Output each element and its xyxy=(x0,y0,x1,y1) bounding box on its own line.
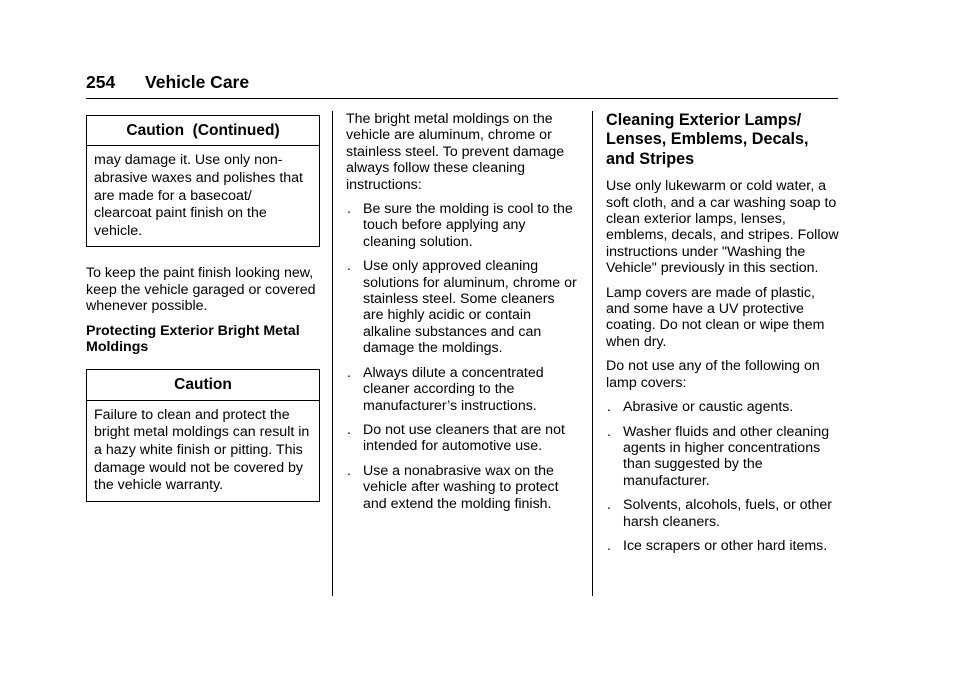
list-item: . Do not use cleaners that are not intended for automotive use. xyxy=(347,421,565,455)
bullet-glyph: . xyxy=(607,497,611,514)
caution-continued-body: may damage it. Use only non-abrasive waxes and polishes that are made for a basecoat/ clearcoat paint finish on the vehicle. xyxy=(94,152,303,239)
list-item: . Always dilute a concentrated cleaner according to the manufacturer’s instructions. xyxy=(347,364,544,414)
lamp-covers-bullet-list xyxy=(606,399,840,554)
caution-continued-box xyxy=(86,115,320,247)
list-item: . Use a nonabrasive wax on the vehicle after washing to protect and extend the molding finish. xyxy=(347,462,559,512)
caution-title: Caution xyxy=(174,376,232,394)
caution-body: Failure to clean and protect the bright metal moldings can result in a hazy white finish or pitting. This damage would not be covered by the vehicle warranty. xyxy=(94,406,310,494)
moldings-bullet-list xyxy=(346,201,578,512)
list-item: . Abrasive or caustic agents. xyxy=(607,399,794,416)
column-divider-1 xyxy=(332,111,333,596)
list-item: . Ice scrapers or other hard items. xyxy=(607,537,828,554)
column-divider-2 xyxy=(592,111,593,596)
header-line xyxy=(86,72,249,93)
bullet-glyph: . xyxy=(347,258,351,275)
bullet-glyph: . xyxy=(607,399,611,416)
column-2 xyxy=(346,111,578,520)
header-rule xyxy=(86,98,838,99)
list-item: . Solvents, alcohols, fuels, or other harsh cleaners. xyxy=(607,497,832,530)
bullet-glyph: . xyxy=(347,201,351,218)
column-1 xyxy=(86,115,320,502)
list-item: . Be sure the molding is cool to the touch before applying any cleaning solution. xyxy=(347,201,573,250)
cleaning-lamps-heading: Cleaning Exterior Lamps/ Lenses, Emblems, Decals, and Stripes xyxy=(606,111,809,168)
lamps-paragraph-2: Lamp covers are made of plastic, and some have a UV protective coating. Do not clean or wipe them when dry. xyxy=(606,284,825,350)
lamps-paragraph-1: Use only lukewarm or cold water, a soft cloth, and a car washing soap to clean exterior lamps, lenses, emblems, decals, and stripes. Follow instructions under "Washing the Vehicle" previously in this section. xyxy=(606,178,839,277)
moldings-intro-paragraph: The bright metal moldings on the vehicle are aluminum, chrome or stainless steel. To prevent damage always follow these cleaning instructions: xyxy=(346,111,565,193)
column-3 xyxy=(606,111,840,562)
paint-finish-paragraph: To keep the paint finish looking new, keep the vehicle garaged or covered whenever possible. xyxy=(86,265,316,315)
section-title: Vehicle Care xyxy=(145,72,250,92)
bullet-glyph: . xyxy=(347,462,351,479)
list-item: . Use only approved cleaning solutions for aluminum, chrome or stainless steel. Some cleaners are highly acidic or contain alkaline substances and can damage the moldings. xyxy=(347,258,577,357)
lamps-paragraph-3: Do not use any of the following on lamp covers: xyxy=(606,358,820,391)
bullet-glyph: . xyxy=(347,364,351,381)
caution-continued-title: Caution (Continued) xyxy=(126,122,280,139)
page-number: 254 xyxy=(86,72,116,92)
caution-box xyxy=(86,369,320,501)
bright-metal-subheading: Protecting Exterior Bright Metal Moldings xyxy=(86,322,300,355)
bullet-glyph: . xyxy=(607,537,611,554)
bullet-glyph: . xyxy=(607,423,611,440)
bullet-glyph: . xyxy=(347,421,351,438)
list-item: . Washer fluids and other cleaning agents in higher concentrations than suggested by the manufacturer. xyxy=(607,423,830,489)
